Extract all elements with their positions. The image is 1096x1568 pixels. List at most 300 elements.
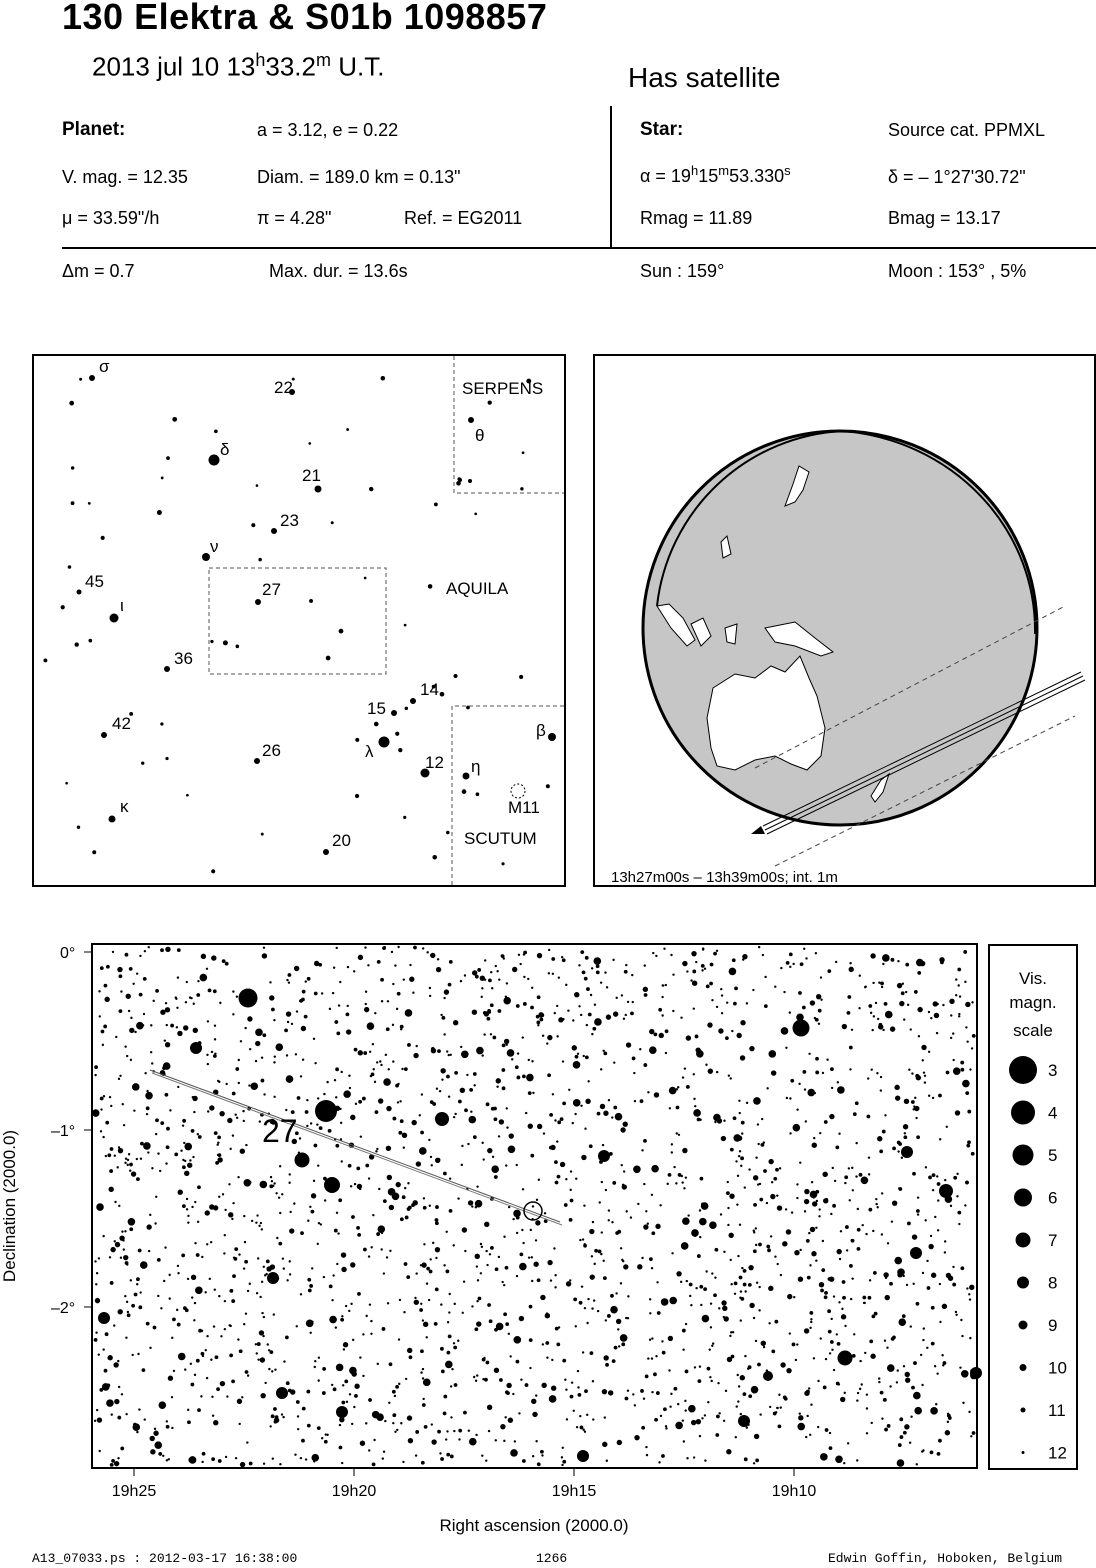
chart-star [99,1388,103,1392]
chart-star [821,1268,825,1272]
chart-star [263,1316,265,1318]
chart-star [375,1110,379,1114]
chart-star [234,1247,238,1251]
chart-star [695,961,697,963]
chart-star [509,1133,514,1138]
chart-star [392,1024,394,1026]
finder-faint-star [161,477,164,480]
chart-star [796,1197,798,1199]
chart-star [302,1407,306,1411]
chart-star [514,1440,516,1442]
chart-star [496,1085,498,1087]
chart-star [186,981,188,983]
chart-star [591,1307,593,1309]
chart-star [798,991,800,993]
chart-star [794,1128,796,1130]
chart-star [431,1164,433,1166]
chart-star [540,1450,544,1454]
chart-star [916,1135,920,1139]
chart-star [421,1461,425,1465]
chart-star [739,1276,743,1280]
chart-star [245,1370,249,1374]
chart-star [570,1170,572,1172]
chart-star [218,1459,222,1463]
chart-star [594,1249,598,1253]
chart-star [494,1117,498,1121]
star-right-ascension: $\alpha = 19^h15^m53.330^s$ [640,163,791,186]
footer-credit: Edwin Goffin, Hoboken, Belgium [828,1551,1063,1566]
chart-star [937,1199,939,1201]
finder-faint-star [428,584,433,589]
chart-star [143,977,147,981]
chart-star [364,946,366,948]
chart-star [716,1415,720,1419]
chart-star [166,1127,170,1131]
chart-star [584,1128,586,1130]
chart-star [437,958,439,960]
planet-reference: Ref. = EG2011 [404,208,523,228]
chart-star [137,1353,139,1355]
chart-star [682,1217,690,1225]
chart-star [584,1431,586,1433]
chart-star [875,1198,877,1200]
chart-star [968,1293,970,1295]
chart-star [415,1454,417,1456]
chart-star [811,1181,813,1183]
chart-star [965,1026,967,1028]
star-label-21: 21 [302,466,321,485]
chart-star [649,1029,654,1034]
chart-star [447,1321,449,1323]
chart-star [725,1390,727,1392]
chart-star [510,1449,518,1457]
chart-star [757,1363,761,1367]
chart-star [383,1199,387,1203]
finder-field-box [209,568,386,674]
chart-star [911,1072,913,1074]
chart-star [314,1366,316,1368]
chart-star [509,1355,511,1357]
chart-star [896,1381,898,1383]
chart-star [117,1457,119,1459]
chart-star [558,1017,563,1022]
chart-star [736,1405,738,1407]
chart-star [350,1262,355,1267]
chart-star [264,1382,266,1384]
chart-star [711,1345,713,1347]
chart-star [259,1330,264,1335]
chart-star [897,1150,899,1152]
finder-faint-star [79,378,82,381]
finder-star [110,614,119,623]
chart-star [682,1349,684,1351]
chart-star [953,1176,957,1180]
chart-star [405,1009,413,1017]
chart-star [527,978,529,980]
chart-star [822,1240,824,1242]
chart-star [136,1158,138,1160]
chart-star [242,1110,244,1112]
chart-star [429,1270,433,1274]
chart-star [741,1121,745,1125]
chart-star [918,1035,920,1037]
chart-star [561,956,563,958]
chart-star [256,1292,258,1294]
chart-star [930,1407,938,1415]
chart-star [339,1424,341,1426]
finder-faint-star [398,748,402,752]
chart-star [586,1024,588,1026]
chart-star [421,1093,423,1095]
chart-star [914,990,918,994]
chart-star [908,1069,910,1071]
chart-star [681,1181,683,1183]
chart-star [894,1085,899,1090]
chart-star [592,1380,594,1382]
chart-star [755,1156,757,1158]
chart-star [725,1036,729,1040]
chart-star [464,1250,466,1252]
chart-star [881,986,883,988]
chart-star [594,1018,602,1026]
chart-star [187,1221,189,1223]
chart-star [790,1079,794,1083]
chart-star [177,1031,182,1036]
chart-star [492,1036,496,1040]
chart-star [554,1160,558,1164]
chart-star [912,1283,914,1285]
chart-star [282,1257,284,1259]
chart-star [566,1418,568,1420]
chart-star [833,1369,835,1371]
chart-star [651,1391,653,1393]
chart-star [548,949,550,951]
chart-star [501,1281,503,1283]
chart-star [495,965,497,967]
star-label-12: 12 [425,753,444,772]
chart-star [435,1287,439,1291]
chart-star [201,1461,203,1463]
chart-star [967,1140,971,1144]
chart-star [612,1359,616,1363]
chart-star [423,1206,427,1210]
finder-star [202,553,210,561]
chart-star [639,1048,641,1050]
chart-star [481,987,483,989]
chart-star [878,1377,880,1379]
chart-star [591,1255,593,1257]
serpens-boundary [454,356,564,493]
chart-star [728,1233,733,1238]
chart-star [958,1015,960,1017]
chart-star [261,1312,263,1314]
chart-bright-star [763,1371,773,1381]
chart-star [203,956,205,958]
finder-star [254,758,260,764]
chart-star [210,1241,212,1243]
chart-star [157,1152,159,1154]
m11-cluster-marker [511,784,525,798]
finder-faint-star [71,466,74,469]
chart-star [389,1362,393,1366]
chart-star [714,1248,718,1252]
chart-star [399,1299,401,1301]
chart-star [915,1117,917,1119]
chart-star [950,1014,952,1016]
chart-star [441,1016,445,1020]
chart-star [477,968,481,972]
chart-star [104,984,108,988]
chart-star [352,1339,354,1341]
chart-star [824,1120,828,1124]
y-axis-label: Declination (2000.0) [0,1129,19,1283]
chart-star [537,1278,541,1282]
chart-star [378,1225,386,1233]
chart-star [490,1003,494,1007]
chart-star [623,1018,625,1020]
chart-star [832,1204,836,1208]
chart-star [669,1406,671,1408]
chart-star [288,1182,290,1184]
chart-star [382,1457,384,1459]
chart-star [431,1423,433,1425]
chart-star [963,950,967,954]
chart-star [871,1029,873,1031]
chart-star [448,1311,450,1313]
chart-star [684,1409,686,1411]
chart-star [489,1253,491,1255]
chart-star [314,1062,316,1064]
chart-star [160,1307,162,1309]
chart-star [448,1335,452,1339]
chart-star [939,1321,941,1323]
chart-star [939,1138,941,1140]
chart-star [898,1187,902,1191]
chart-star [887,1364,895,1372]
chart-star [369,1303,371,1305]
chart-star [113,1324,115,1326]
chart-star [529,1305,533,1309]
chart-star [121,1393,123,1395]
chart-star [669,1297,677,1305]
chart-star [443,1412,447,1416]
chart-star [842,1280,846,1284]
chart-star [249,1283,251,1285]
chart-star [550,1145,555,1150]
legend-symbol [1020,1364,1027,1371]
chart-star [191,1296,193,1298]
chart-star [922,1339,924,1341]
chart-star [150,1051,152,1053]
chart-star [365,1164,369,1168]
chart-star [931,1273,936,1278]
chart-star [467,1143,469,1145]
chart-star [818,1009,822,1013]
chart-star [578,1393,582,1397]
chart-star [930,1450,934,1454]
chart-star [218,1081,220,1083]
chart-star [960,1068,964,1072]
chart-star [402,1133,404,1135]
chart-star [723,1251,725,1253]
chart-star [422,1403,426,1407]
chart-star [665,1427,667,1429]
chart-star [206,1243,208,1245]
chart-star [721,994,723,996]
star-rmag: Rmag = 11.89 [640,208,753,228]
chart-star [274,1417,279,1422]
chart-star [818,1208,820,1210]
chart-star [392,1117,396,1121]
chart-star [519,1252,523,1256]
chart-star [967,1110,971,1114]
chart-star [856,1459,858,1461]
chart-star [939,1283,941,1285]
chart-star [656,1281,658,1283]
chart-star [562,1359,566,1363]
chart-star [283,1360,285,1362]
chart-star [726,1191,730,1195]
chart-star [905,991,907,993]
chart-star [744,1355,746,1357]
chart-star [866,1407,868,1409]
chart-star [853,1333,855,1335]
chart-star [871,1422,873,1424]
chart-star [256,1214,258,1216]
chart-star [501,1068,505,1072]
chart-star [931,1342,935,1346]
chart-star [539,1018,543,1022]
chart-star [661,996,663,998]
chart-star [685,1370,689,1374]
chart-star [347,966,349,968]
chart-star [818,1215,820,1217]
chart-star [621,1164,623,1166]
chart-star [422,1377,424,1379]
chart-star [763,1346,765,1348]
chart-star [395,1385,399,1389]
chart-star [921,1384,923,1386]
chart-star [608,1390,613,1395]
chart-star [127,1311,129,1313]
finder-star [255,599,261,605]
chart-star [878,1381,880,1383]
chart-star [816,1200,818,1202]
chart-star [844,1392,846,1394]
finder-chart [32,354,566,887]
chart-star [445,1361,453,1369]
chart-star [924,1081,926,1083]
chart-star [214,1131,218,1135]
chart-star [431,1047,435,1051]
xtick-label-3: 19h10 [771,1483,817,1500]
chart-star [723,1420,725,1422]
chart-star [259,1120,261,1122]
chart-star [823,1386,827,1390]
chart-star [296,1010,298,1012]
chart-star [500,1424,505,1429]
chart-star [903,1018,905,1020]
chart-star [446,1075,450,1079]
legend-symbol [1009,1056,1037,1084]
legend-magnitude-label: 10 [1048,1358,1067,1378]
chart-star [733,1134,741,1142]
finder-faint-star [453,674,457,678]
chart-star [652,952,654,954]
chart-star [289,1228,294,1233]
chart-star [682,1148,687,1153]
chart-star [131,1304,135,1308]
chart-star [601,1181,603,1183]
finder-faint-star [74,642,78,646]
chart-star [263,1093,265,1095]
finder-star [101,732,107,738]
chart-star [187,1420,191,1424]
chart-star [842,1296,846,1300]
chart-star [503,1312,507,1316]
chart-star [777,1205,782,1210]
finder-faint-star [522,451,525,454]
chart-star [572,1122,574,1124]
chart-star [516,1275,518,1277]
chart-star [594,1004,596,1006]
chart-star [741,1267,743,1269]
chart-star [98,1257,100,1259]
chart-star [528,1256,530,1258]
chart-star [407,1415,412,1420]
chart-star [475,1380,477,1382]
chart-star [273,1061,275,1063]
chart-star [920,1354,922,1356]
chart-star [373,1439,375,1441]
chart-star [360,1135,362,1137]
chart-star [873,1015,875,1017]
chart-star [786,961,790,965]
chart-star [387,1302,389,1304]
chart-star [429,995,431,997]
chart-star [562,958,566,962]
chart-star [481,1054,483,1056]
chart-star [968,1411,970,1413]
chart-star [566,1281,571,1286]
chart-star [753,1203,757,1207]
chart-star [424,1425,428,1429]
chart-star [581,1155,586,1160]
star-label-14: 14 [420,680,439,699]
finder-faint-star [261,833,264,836]
chart-star [904,1132,906,1134]
chart-star [820,999,822,1001]
chart-star [134,1031,136,1033]
chart-star [139,955,141,957]
chart-star [766,1245,770,1249]
finder-faint-star [258,558,261,561]
chart-star [740,1020,745,1025]
legend-magnitude-label: 8 [1048,1273,1058,1293]
chart-star [971,1152,975,1156]
chart-star [409,964,411,966]
chart-star [817,1426,819,1428]
chart-star [957,968,961,972]
chart-star [587,1298,589,1300]
chart-star [446,1430,448,1432]
chart-star [228,1212,233,1217]
chart-star [125,1413,127,1415]
chart-star [755,1244,757,1246]
chart-star [588,1013,592,1017]
chart-star [183,1142,185,1144]
chart-star [955,1110,960,1115]
